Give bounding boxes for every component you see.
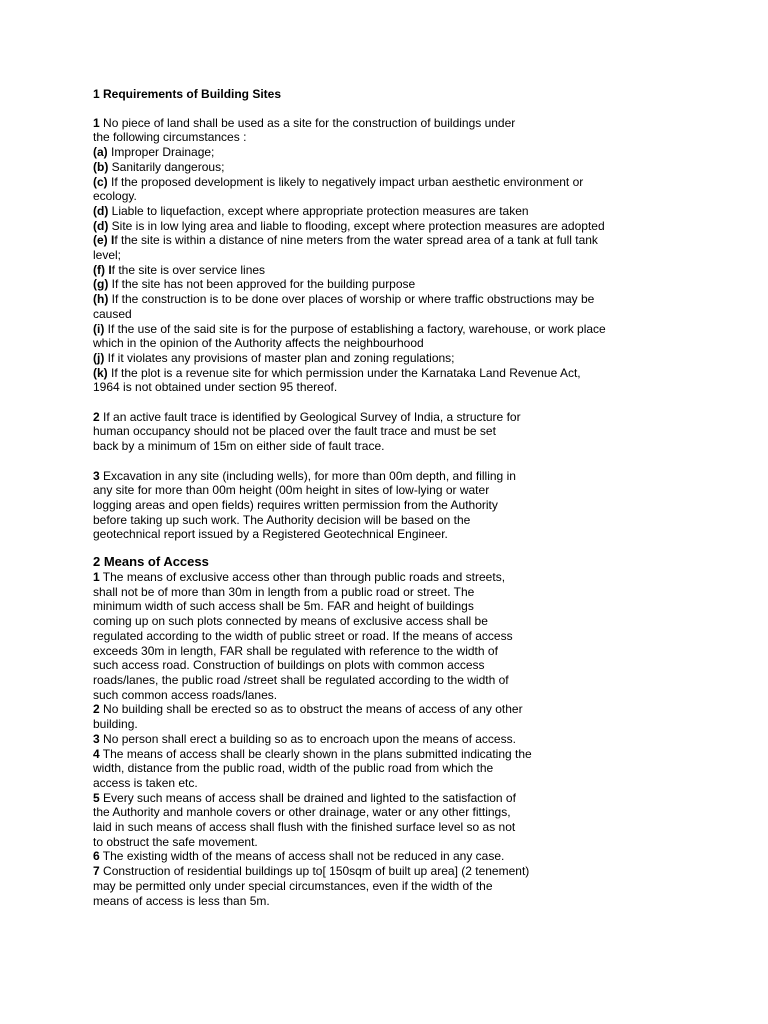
section-1-clause-2 (93, 410, 693, 454)
list-item-h: (h) If the construction is to be done over places of worship or where traffic obstructions may be (93, 292, 595, 307)
list-item-c-cont: ecology. (93, 189, 137, 204)
clause-line: may be permitted only under special circumstances, even if the width of the (93, 878, 493, 893)
clause-line: human occupancy should not be placed over the fault trace and must be set (93, 424, 496, 439)
list-item-f: (f) If the site is over service lines (93, 262, 266, 277)
section-2-heading: 2 Means of Access (93, 554, 209, 570)
clause-line: the following circumstances : (93, 130, 247, 145)
clause-line: 3 No person shall erect a building so as to encroach upon the means of access. (93, 731, 516, 746)
clause-number: 3 (93, 731, 100, 746)
clause-line: such access road. Construction of buildings on plots with common access (93, 658, 485, 673)
clause-line: the Authority and manhole covers or other drainage, water or any other fittings, (93, 805, 511, 820)
clause-line: 5 Every such means of access shall be drained and lighted to the satisfaction of (93, 790, 516, 805)
clause-number: 1 (93, 115, 100, 130)
section-2-clause-6 (93, 849, 693, 864)
section-1-clause-3 (93, 469, 693, 543)
clause-line: 2 If an active fault trace is identified by Geological Survey of India, a structure for (93, 409, 521, 424)
list-item-i: (i) If the use of the said site is for the purpose of establishing a factory, warehouse, or work place (93, 321, 606, 336)
list-item-c: (c) If the proposed development is likely to negatively impact urban aesthetic environment or (93, 174, 584, 189)
clause-line: geotechnical report issued by a Registered Geotechnical Engineer. (93, 527, 448, 542)
clause-line: logging areas and open fields) requires written permission from the Authority (93, 497, 498, 512)
list-item-a: (a) Improper Drainage; (93, 145, 215, 160)
clause-line: to obstruct the safe movement. (93, 834, 258, 849)
clause-number: 3 (93, 468, 100, 483)
section-1-clause-1 (93, 116, 693, 395)
list-item-j: (j) If it violates any provisions of master plan and zoning regulations; (93, 350, 455, 365)
document-body (93, 87, 693, 908)
section-1-heading: 1 Requirements of Building Sites (93, 87, 282, 101)
clause-line: 4 The means of access shall be clearly shown in the plans submitted indicating the (93, 746, 532, 761)
clause-line: minimum width of such access shall be 5m. FAR and height of buildings (93, 599, 474, 614)
clause-number: 1 (93, 570, 100, 585)
section-2-clause-4 (93, 747, 693, 791)
list-item-d2: (d) Site is in low lying area and liable to flooding, except where protection measures are adopted (93, 218, 605, 233)
clause-number: 6 (93, 849, 100, 864)
clause-number: 2 (93, 702, 100, 717)
clause-line: exceeds 30m in length, FAR shall be regulated with reference to the width of (93, 643, 498, 658)
clause-line: 1 No piece of land shall be used as a site for the construction of buildings under (93, 115, 516, 130)
list-item-k-cont: 1964 is not obtained under section 95 thereof. (93, 380, 338, 395)
list-item-e: (e) If the site is within a distance of nine meters from the water spread area of a tank at full tank (93, 233, 598, 248)
clause-line: means of access is less than 5m. (93, 893, 270, 908)
section-2-clause-2 (93, 702, 693, 731)
clause-line: back by a minimum of 15m on either side of fault trace. (93, 439, 385, 454)
clause-line: before taking up such work. The Authority decision will be based on the (93, 512, 471, 527)
clause-line: roads/lanes, the public road /street shall be regulated according to the width of (93, 672, 509, 687)
clause-line: building. (93, 717, 138, 732)
list-item-b: (b) Sanitarily dangerous; (93, 159, 225, 174)
clause-number: 2 (93, 409, 100, 424)
clause-line: 6 The existing width of the means of access shall not be reduced in any case. (93, 849, 505, 864)
section-2-clause-1 (93, 570, 693, 702)
clause-line: any site for more than 00m height (00m height in sites of low-lying or water (93, 483, 490, 498)
clause-line: shall not be of more than 30m in length from a public road or street. The (93, 584, 475, 599)
clause-line: such common access roads/lanes. (93, 687, 278, 702)
clause-line: width, distance from the public road, width of the public road from which the (93, 761, 494, 776)
clause-line: regulated according to the width of public street or road. If the means of access (93, 628, 513, 643)
list-item-d: (d) Liable to liquefaction, except where appropriate protection measures are taken (93, 203, 529, 218)
clause-line: 3 Excavation in any site (including wells), for more than 00m depth, and filling in (93, 468, 516, 483)
clause-number: 5 (93, 790, 100, 805)
clause-line: laid in such means of access shall flush with the finished surface level so as not (93, 820, 516, 835)
clause-line: coming up on such plots connected by means of exclusive access shall be (93, 614, 488, 629)
clause-number: 7 (93, 864, 100, 879)
clause-number: 4 (93, 746, 100, 761)
list-item-i-cont: which in the opinion of the Authority affects the neighbourhood (93, 336, 424, 351)
section-2-clause-3 (93, 732, 693, 747)
section-2-clause-7 (93, 864, 693, 908)
section-2-clause-5 (93, 791, 693, 850)
clause-line: 1 The means of exclusive access other than through public roads and streets, (93, 570, 506, 585)
list-item-e-cont: level; (93, 248, 122, 263)
list-item-h-cont: caused (93, 306, 132, 321)
list-item-k: (k) If the plot is a revenue site for which permission under the Karnataka Land Revenue Act, (93, 365, 581, 380)
clause-line: 7 Construction of residential buildings up to[ 150sqm of built up area] (2 tenement) (93, 864, 530, 879)
list-item-g: (g) If the site has not been approved for the building purpose (93, 277, 416, 292)
clause-line: 2 No building shall be erected so as to obstruct the means of access of any other (93, 702, 523, 717)
clause-line: access is taken etc. (93, 775, 198, 790)
